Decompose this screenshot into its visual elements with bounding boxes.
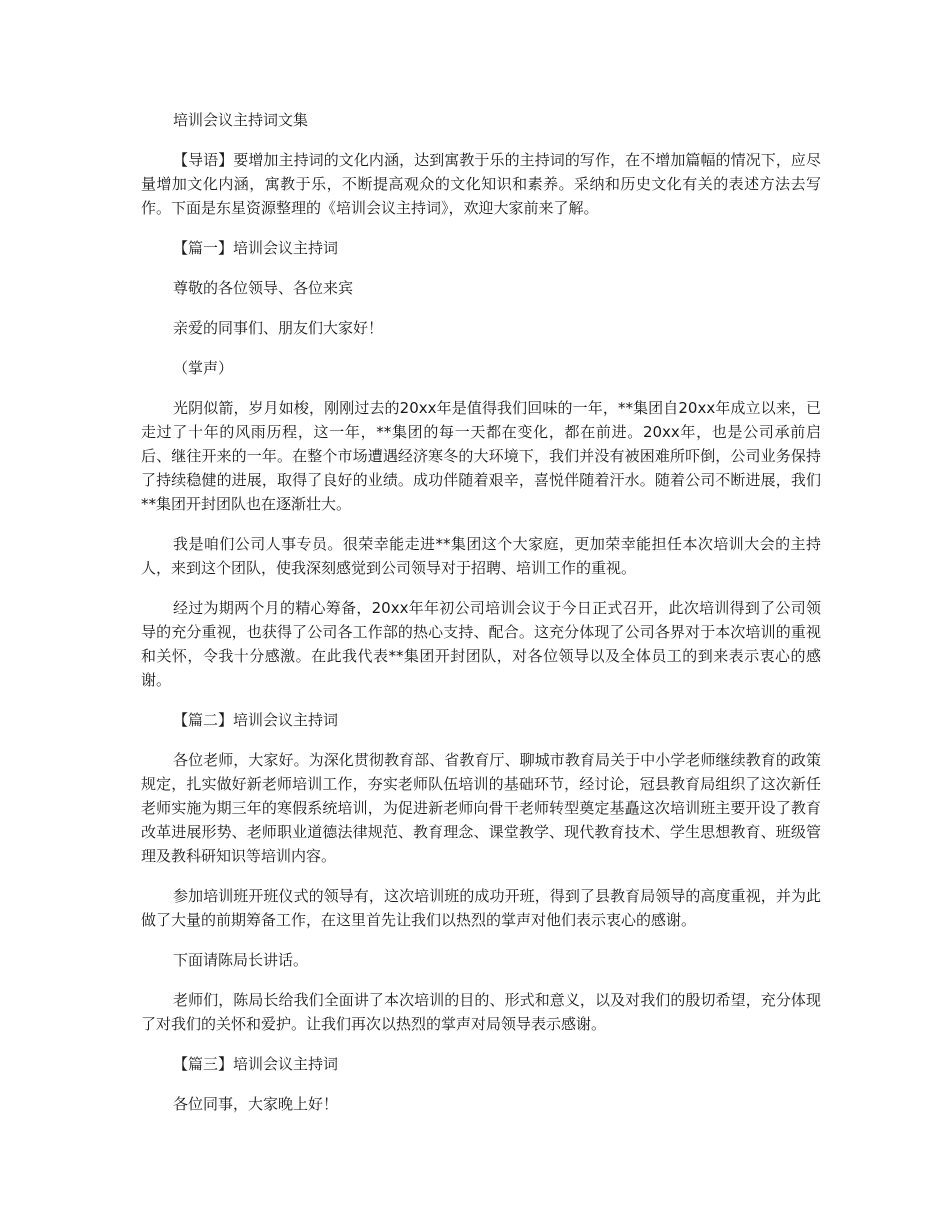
document-body — [141, 108, 821, 1132]
paragraph: 各位同事，大家晚上好！ — [173, 1095, 339, 1113]
paragraph: （掌声） — [173, 359, 234, 377]
section-heading-1: 【篇一】培训会议主持词 — [173, 239, 339, 257]
paragraph: 各位老师，大家好。为深化贯彻教育部、省教育厅、聊城市教育局关于中小学老师继续教育的政策规定，扎实做好新老师培训工作，夯实老师队伍培训的基础环节，经讨论，冠县教育局组织了这次新任老师实施为期三年的寒假系统培训，为促进新老师向骨干老师转型奠定基矗这次培训班主要开设了教育改革进展形势、老师职业道德法律规范、教育理念、课堂教学、现代教育技术、学生思想教育、班级管理及教科研知识等培训内容。 — [141, 751, 821, 865]
paragraph: 参加培训班开班仪式的领导有，这次培训班的成功开班，得到了县教育局领导的高度重视，并为此做了大量的前期筹备工作，在这里首先让我们以热烈的掌声对他们表示衷心的感谢。 — [141, 887, 821, 929]
paragraph: 尊敬的各位领导、各位来宾 — [173, 279, 354, 297]
document-title: 培训会议主持词文集 — [173, 111, 309, 129]
paragraph: 光阴似箭，岁月如梭，刚刚过去的20xx年是值得我们回味的一年，**集团自20xx年成立以来，已走过了十年的风雨历程，这一年，**集团的每一天都在变化，都在前进。20xx年，也是公司承前启后、继往开来的一年。在整个市场遭遇经济寒冬的大环境下，我们并没有被困难所吓倒，公司业务保持了持续稳健的进展，取得了良好的业绩。成功伴随着艰辛，喜悦伴随着汗水。随着公司不断进展，我们**集团开封团队也在逐渐壮大。 — [141, 399, 821, 513]
paragraph: 下面请陈局长讲话。 — [173, 951, 309, 969]
paragraph: 亲爱的同事们、朋友们大家好！ — [173, 319, 384, 337]
section-heading-2: 【篇二】培训会议主持词 — [173, 711, 339, 729]
intro-paragraph: 【导语】要增加主持词的文化内涵，达到寓教于乐的主持词的写作，在不增加篇幅的情况下，应尽量增加文化内涵，寓教于乐，不断提高观众的文化知识和素养。采纳和历史文化有关的表述方法去写作。下面是东星资源整理的《培训会议主持词》，欢迎大家前来了解。 — [141, 151, 821, 217]
paragraph: 我是咱们公司人事专员。很荣幸能走进**集团这个大家庭，更加荣幸能担任本次培训大会的主持人，来到这个团队，使我深刻感觉到公司领导对于招聘、培训工作的重视。 — [141, 535, 821, 577]
paragraph: 经过为期两个月的精心筹备，20xx年年初公司培训会议于今日正式召开，此次培训得到了公司领导的充分重视，也获得了公司各工作部的热心支持、配合。这充分体现了公司各界对于本次培训的重视和关怀，令我十分感激。在此我代表**集团开封团队，对各位领导以及全体员工的到来表示衷心的感谢。 — [141, 599, 821, 689]
section-heading-3: 【篇三】培训会议主持词 — [173, 1055, 339, 1073]
paragraph: 老师们，陈局长给我们全面讲了本次培训的目的、形式和意义，以及对我们的殷切希望，充分体现了对我们的关怀和爱护。让我们再次以热烈的掌声对局领导表示感谢。 — [141, 991, 821, 1033]
